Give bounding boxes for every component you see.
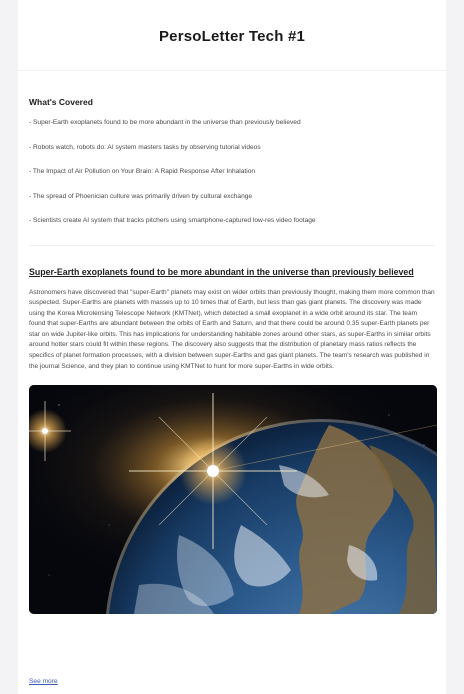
article-body: Astronomers have discovered that "super-Earth" planets may exist on wider orbits than previously thought, making them more common than suspected. Super-Earths are planets with masses up to 10 times that of Earth, but less than gas giant planets. The discovery was made using the Korea Microlensing Telescope Network (KMTNet), which detected a small exoplanet in a wide orbit around its star. The team found that super-Earths are abundant between the orbits of Earth and Saturn, and that there could be around 0.35 super-Earth planets per star on wide Jupiter-like orbits. This has implications for understanding habitable zones around other stars, as super-Earths in similar orbits around hotter stars could fit within these regions. The discovery also suggests that the distribution of planetary mass ratios reflects the specifics of planet formation processes, with a division between super-Earths and gas giant planets. The team's research was published in the journal Science, and they plan to continue using KMTNet to hunt for more super-Earths in wide orbits. <box>29 288 435 370</box>
whats-covered-section <box>18 97 446 246</box>
covered-item: - Scientists create AI system that tracks pitchers using smartphone-captured low-res video footage <box>29 217 316 224</box>
earth-sunrise-image <box>29 385 437 614</box>
section-divider <box>29 245 435 246</box>
covered-item: - Robots watch, robots do: AI system masters tasks by observing tutorial videos <box>29 143 261 151</box>
newsletter-title: PersoLetter Tech #1 <box>158 27 306 45</box>
covered-item: - Super-Earth exoplanets found to be more abundant in the universe than previously believed <box>29 119 301 126</box>
article-section <box>18 267 446 615</box>
see-more-link[interactable]: See more <box>29 678 58 685</box>
whats-covered-heading: What's Covered <box>29 97 93 107</box>
covered-item: - The spread of Phoenician culture was primarily driven by cultural exchange <box>29 192 253 200</box>
covered-item: - The Impact of Air Pollution on Your Brain: A Rapid Response After Inhalation <box>29 168 256 175</box>
newsletter-header <box>18 0 446 71</box>
article-title-link[interactable]: Super-Earth exoplanets found to be more abundant in the universe than previously believed <box>29 266 414 277</box>
whats-covered-list <box>29 118 435 241</box>
newsletter-page <box>18 0 446 694</box>
